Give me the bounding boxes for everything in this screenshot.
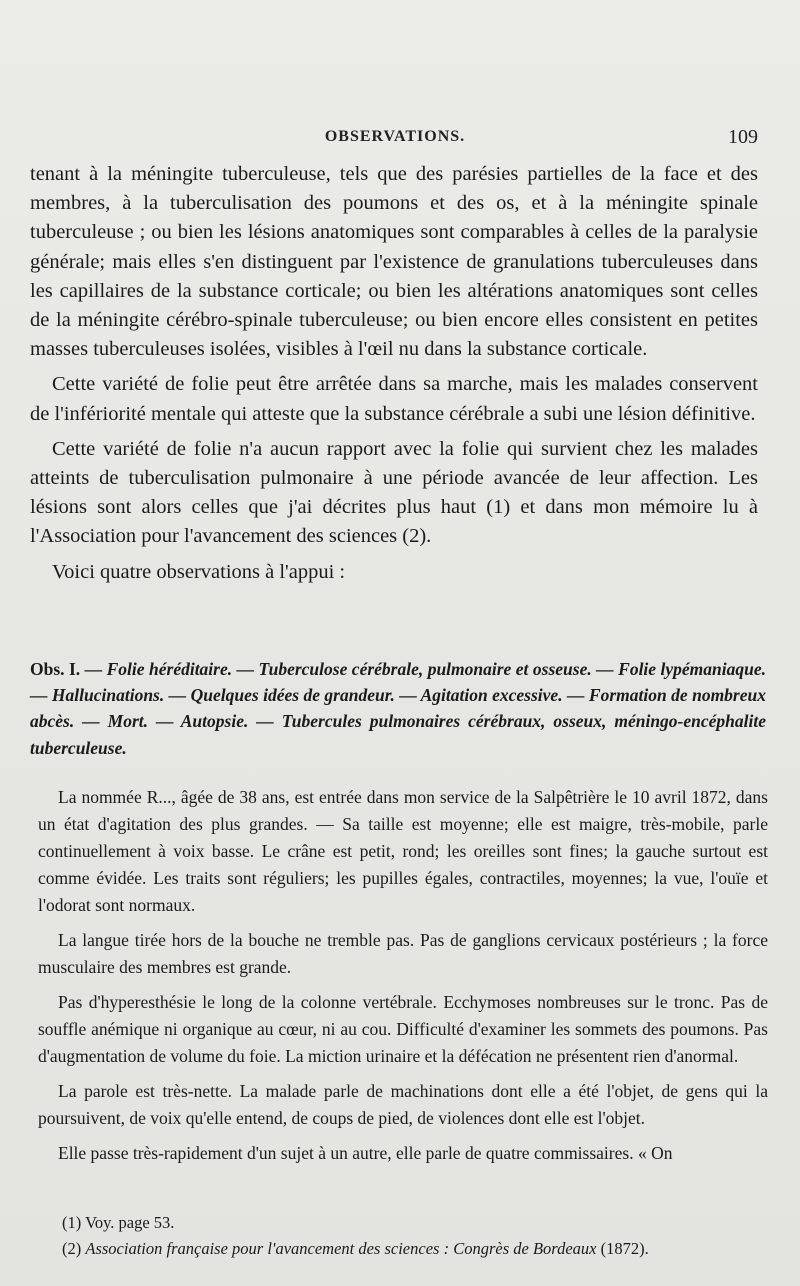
footnote-2-number: (2): [62, 1239, 82, 1258]
paragraph-2: Cette variété de folie peut être arrêtée dans sa marche, mais les malades conservent de l'infériorité mentale qui atteste que la substance cérébrale a subi une lésion définitive.: [30, 373, 758, 425]
footnote-2: [62, 1236, 762, 1262]
case-paragraph-2: La langue tirée hors de la bouche ne tremble pas. Pas de ganglions cervicaux postérieurs ; la force musculaire des membres est grande.: [38, 930, 768, 977]
case-report: [38, 784, 768, 1175]
footnote-2-title: Association française pour l'avancement des sciences : Congrès de Bordeaux: [85, 1239, 597, 1258]
case-paragraph-5: Elle passe très-rapidement d'un sujet à un autre, elle parle de quatre commissaires. « On: [58, 1143, 673, 1163]
paragraph-3: Cette variété de folie n'a aucun rapport avec la folie qui survient chez les malades atteints de tuberculisation pulmonaire à une période avancée de leur affection. Les lésions sont alors celles que j'ai décrites plus haut (1) et dans mon mémoire lu à l'Association pour l'avancement des sciences (2).: [30, 437, 758, 548]
observation-heading: [30, 656, 766, 761]
running-head: OBSERVATIONS.: [324, 128, 466, 145]
footnotes: [62, 1210, 762, 1262]
main-text: [30, 160, 758, 593]
paragraph-1: tenant à la méningite tuberculeuse, tels que des parésies partielles de la face et des membres, à la tuberculisation des poumons et des os, et à la méningite spinale tuberculeuse ; ou bien les lésions anatomiques sont comparables à celles de la paralysie générale; mais elles s'en distinguent par l'existence de granulations tuberculeuses dans les capillaires de la substance corticale; ou bien les altérations anatomiques sont celles de la méningite cérébro-spinale tuberculeuse; ou bien encore elles consistent en petites masses tuberculeuses isolées, visibles à l'œil nu dans la substance corticale.: [30, 163, 758, 361]
footnote-2-year: (1872).: [600, 1239, 649, 1258]
footnote-1: (1) Voy. page 53.: [62, 1213, 175, 1232]
case-paragraph-1: La nommée R..., âgée de 38 ans, est entrée dans mon service de la Salpêtrière le 10 avril 1872, dans un état d'agitation des plus grandes. — Sa taille est moyenne; elle est maigre, très-mobile, parle continuellement à voix basse. Le crâne est petit, rond; les oreilles sont fines; la gauche surtout est comme évidée. Les traits sont réguliers; les pupilles égales, contractiles, moyennes; la vue, l'ouïe et l'odorat sont normaux.: [38, 787, 768, 915]
page-number: 109: [728, 126, 758, 148]
case-paragraph-4: La parole est très-nette. La malade parle de machinations dont elle a été l'objet, de gens qui la poursuivent, de voix qu'elle entend, de coups de pied, de violences dont elle est l'objet.: [38, 1081, 768, 1128]
observation-title: Folie héréditaire. — Tuberculose cérébrale, pulmonaire et osseuse. — Folie lypémaniaque. — Hallucinations. — Quelques idées de grandeur. — Agitation excessive. — Formation de nombreux abcès. — Mort. — Autopsie. — Tubercules pulmonaires cérébraux, osseux, méningo-encéphalite tuberculeuse.: [30, 659, 766, 758]
observation-label: Obs. I. —: [30, 659, 103, 679]
case-paragraph-3: Pas d'hyperesthésie le long de la colonne vertébrale. Ecchymoses nombreuses sur le tronc. Pas de souffle anémique ni organique au cœur, ni au cou. Difficulté d'examiner les sommets des poumons. Pas d'augmentation de volume du foie. La miction urinaire et la défécation ne présentent rien d'anormal.: [38, 992, 768, 1066]
paragraph-4: Voici quatre observations à l'appui :: [52, 560, 346, 583]
page-header: [30, 128, 760, 152]
